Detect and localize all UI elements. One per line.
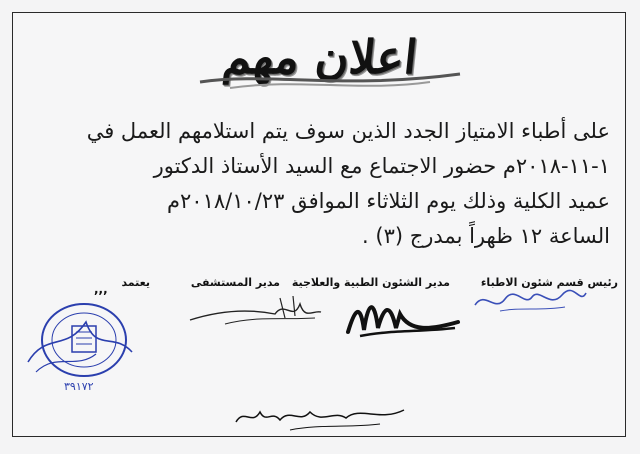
body-line-4: الساعة ١٢ ظهراً بمدرج (٣) . <box>362 224 610 248</box>
signer-medical-affairs-director: مدير الشئون الطبية والعلاجية <box>291 276 450 289</box>
official-stamp <box>26 292 136 392</box>
body-line-2: ١-١١-٢٠١٨م حضور الاجتماع مع السيد الأستاذ الدكتور <box>153 154 610 178</box>
signature-doctors-affairs-head <box>470 285 590 315</box>
title-swash-decoration <box>190 52 470 92</box>
notice-body <box>30 114 610 254</box>
approved-by-dots: ,,, <box>94 282 108 296</box>
stamp-number: ٣٩١٧٢ <box>64 380 94 393</box>
signature-hospital-director <box>185 290 325 330</box>
signer-hospital-director: مدير المستشفى <box>190 276 280 289</box>
notice-title: اعلان مهم <box>220 30 420 84</box>
body-line-3: عميد الكلية وذلك يوم الثلاثاء الموافق ٢٠١٨/١٠/٢٣م <box>167 189 610 213</box>
signer-doctors-affairs-head: رئيس قسم شئون الاطباء <box>480 276 618 289</box>
signature-bottom <box>230 400 410 434</box>
signer-approved-by: يعتمد <box>121 276 150 289</box>
body-line-1: على أطباء الامتياز الجدد الذين سوف يتم استلامهم العمل في <box>86 119 610 143</box>
signature-medical-affairs-director <box>340 292 465 340</box>
